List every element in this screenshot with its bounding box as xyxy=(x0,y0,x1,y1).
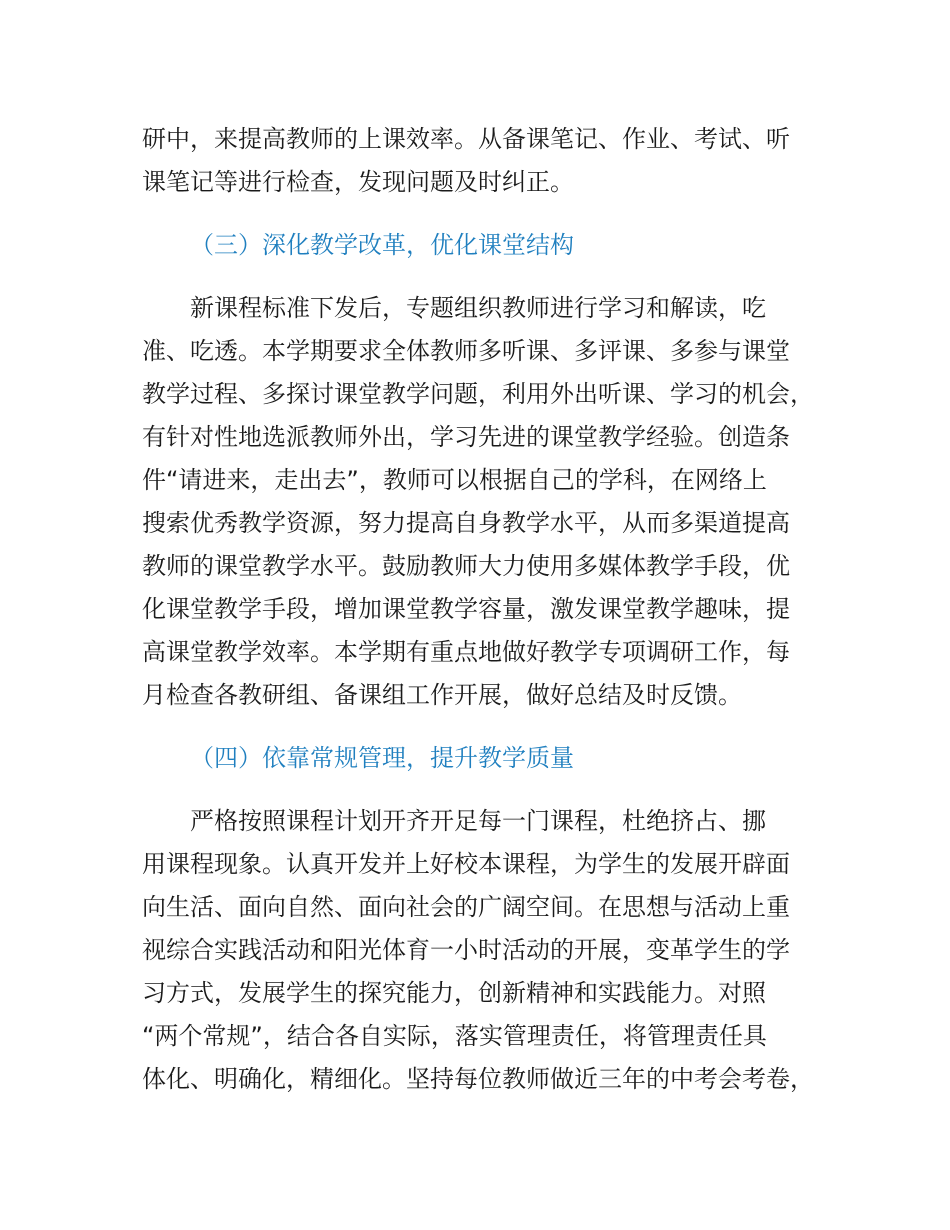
paragraph-line: 视综合实践活动和阳光体育一小时活动的开展，变革学生的学 xyxy=(142,936,790,964)
paragraph-line: “两个常规”，结合各自实际，落实管理责任，将管理责任具 xyxy=(142,1022,767,1050)
paragraph-line: 教师的课堂教学水平。鼓励教师大力使用多媒体教学手段，优 xyxy=(142,552,790,580)
paragraph-line: 体化、明确化，精细化。坚持每位教师做近三年的中考会考卷， xyxy=(142,1065,814,1093)
document-body xyxy=(142,118,842,1101)
paragraph-line: 准、吃透。本学期要求全体教师多听课、多评课、多参与课堂 xyxy=(142,337,790,365)
paragraph-line: 化课堂教学手段，增加课堂教学容量，激发课堂教学趣味，提 xyxy=(142,595,790,623)
paragraph-line: 有针对性地选派教师外出，学习先进的课堂教学经验。创造条 xyxy=(142,423,790,451)
intro-paragraph xyxy=(142,118,842,204)
paragraph-line: 研中，来提高教师的上课效率。从备课笔记、作业、考试、听 xyxy=(142,125,790,153)
section-heading-four: （四）依靠常规管理，提升教学质量 xyxy=(190,744,574,772)
paragraph-line: 课笔记等进行检查，发现问题及时纠正。 xyxy=(142,168,574,196)
paragraph-line: 习方式，发展学生的探究能力，创新精神和实践能力。对照 xyxy=(142,979,766,1007)
paragraph-line: 新课程标准下发后，专题组织教师进行学习和解读，吃 xyxy=(190,294,766,322)
paragraph-line: 用课程现象。认真开发并上好校本课程，为学生的发展开辟面 xyxy=(142,850,790,878)
paragraph-line: 搜索优秀教学资源，努力提高自身教学水平，从而多渠道提高 xyxy=(142,509,790,537)
section-four-paragraph xyxy=(142,800,842,1101)
section-heading-three: （三）深化教学改革，优化课堂结构 xyxy=(190,231,574,259)
section-three-paragraph xyxy=(142,287,842,717)
paragraph-line: 向生活、面向自然、面向社会的广阔空间。在思想与活动上重 xyxy=(142,893,790,921)
paragraph-line: 教学过程、多探讨课堂教学问题，利用外出听课、学习的机会， xyxy=(142,380,814,408)
paragraph-line: 严格按照课程计划开齐开足每一门课程，杜绝挤占、挪 xyxy=(190,807,766,835)
paragraph-line: 高课堂教学效率。本学期有重点地做好教学专项调研工作，每 xyxy=(142,638,790,666)
paragraph-line: 月检查各教研组、备课组工作开展，做好总结及时反馈。 xyxy=(142,681,742,709)
paragraph-line: 件“请进来，走出去”，教师可以根据自己的学科，在网络上 xyxy=(142,466,767,494)
